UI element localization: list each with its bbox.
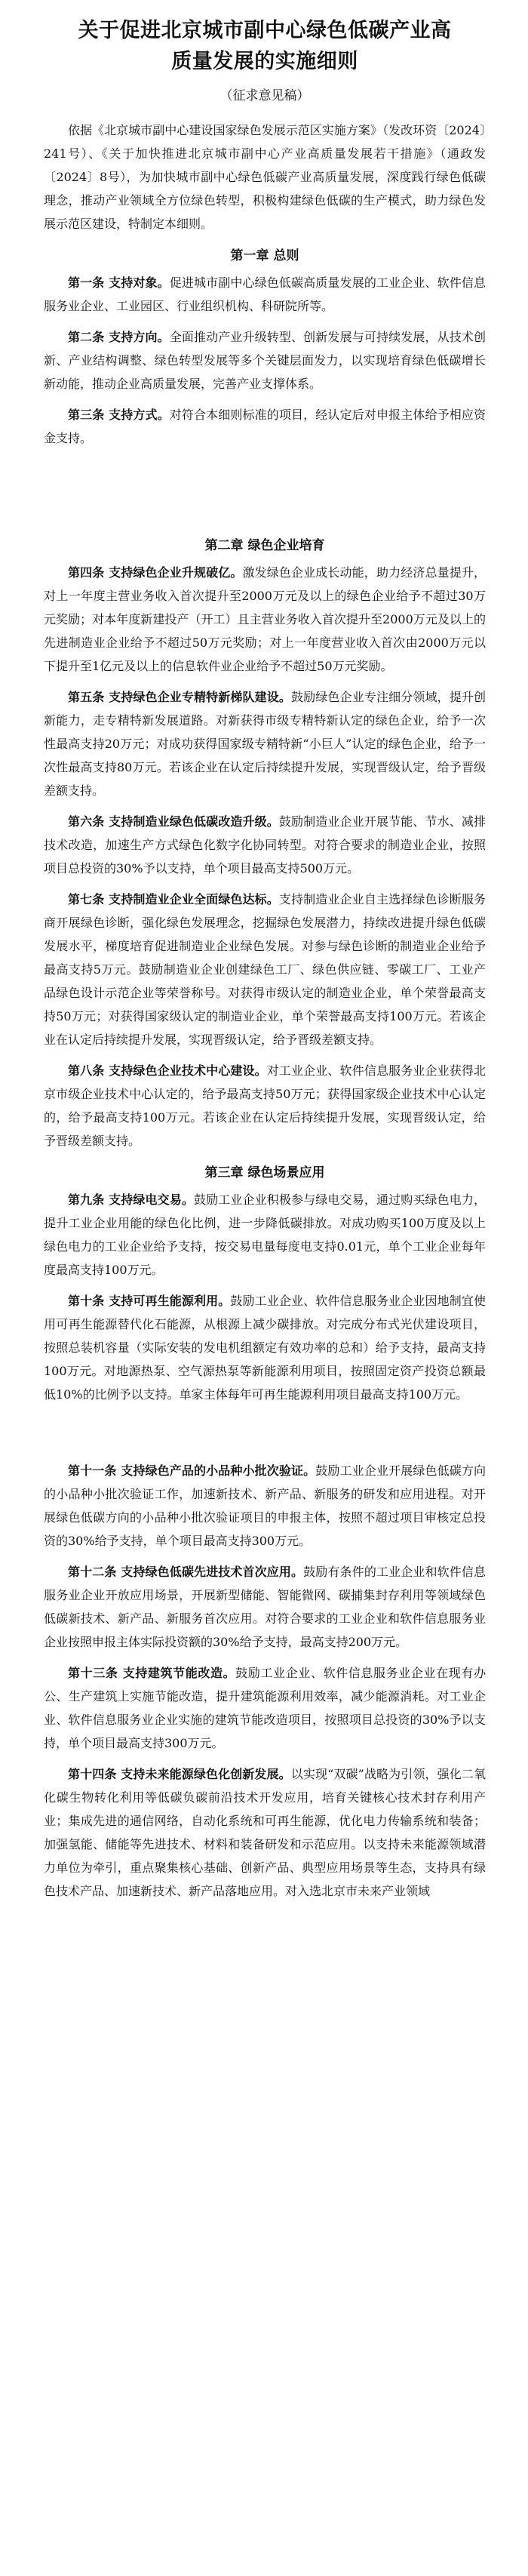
article-7-label: 第七条 支持制造业企业全面绿色达标。 xyxy=(68,892,279,906)
article-5-label: 第五条 支持绿色企业专精特新梯队建设。 xyxy=(68,690,292,704)
article-5 xyxy=(44,685,486,802)
article-13 xyxy=(44,1661,486,1755)
article-5-text: 鼓励绿色企业专注细分领域，提升创新能力，走专精特新发展道路。对新获得市级专精特新认定的绿色企业，给予一次性最高支持20万元；对成功获得国家级专精特新“小巨人”认定的绿色企业，给予一次性最高支持80万元。若该企业在认定后持续提升发展，实现晋级认定，给予晋级差额支持。 xyxy=(44,690,486,798)
article-8 xyxy=(44,1059,486,1153)
article-12-text: 鼓励有条件的工业企业和软件信息服务业企业开放应用场景，开展新型储能、智能微网、碳捕集封存利用等领域绿色低碳新技术、新产品、新服务首次应用。对符合要求的工业企业和软件信息服务业企业按照申报主体实际投资额的30%给予支持，最高支持200万元。 xyxy=(44,1565,486,1649)
article-7 xyxy=(44,888,486,1051)
article-4-text: 激发绿色企业成长动能，助力经济总量提升，对上一年度主营业务收入首次提升至2000万元及以上的绿色企业给予不超过30万元奖励；对本年度新建投产（开工）且主营业务收入首次提升至2000万元及以上的先进制造业企业给予不超过50万元奖励；对上一年度营业收入首次由2000万元以下提升至1亿元及以上的信息软件业企业给予不超过50万元奖励。 xyxy=(44,565,486,673)
article-6-text: 鼓励制造业企业开展节能、节水、减排技术改造，加速生产方式绿色化数字化协同转型。对符合要求的制造业企业，按照项目总投资的30%予以支持，单个项目最高支持500万元。 xyxy=(44,814,486,876)
article-10 xyxy=(44,1289,486,1406)
article-14-text: 以实现“双碳”战略为引领，强化二氧化碳生物转化利用等低碳负碳前沿技术开发应用，培育关键核心技术封存利用产业；集成先进的通信网络，自动化系统和可再生能源，优化电力传输系统和装备；加强氢能、储能等先进技术、材料和装备研发和示范应用。以支持未来能源领域潜力单位为牵引，重点聚集核心基础、创新产品、典型应用场景等生态，支持具有绿色技术产品、加速新技术、新产品落地应用。对入选北京市未来产业领域 xyxy=(44,1767,486,1898)
article-9-text: 鼓励工业企业积极参与绿电交易，通过购买绿色电力，提升工业企业用能的绿色化比例，进一步降低碳排放。对成功购买100万度及以上绿色电力的工业企业给予支持，按交易电量每度电支持0.01元，单个工业企业每年度最高支持100万元。 xyxy=(44,1193,486,1277)
document-body xyxy=(44,15,486,1910)
article-1-label: 第一条 支持对象。 xyxy=(68,275,170,290)
title-line-1: 关于促进北京城市副中心绿色低碳产业高 xyxy=(78,19,452,42)
article-6-label: 第六条 支持制造业绿色低碳改造升级。 xyxy=(68,814,279,829)
article-3-label: 第三条 支持方式。 xyxy=(68,408,170,422)
article-4-label: 第四条 支持绿色企业升规破亿。 xyxy=(68,565,243,580)
article-1-text: 促进城市副中心绿色低碳高质量发展的工业企业、软件信息服务业企业、工业园区、行业组织机构、科研院所等。 xyxy=(44,275,486,313)
article-14-label: 第十四条 支持未来能源绿色化创新发展。 xyxy=(68,1767,291,1781)
article-11-label: 第十一条 支持绿色产品的小品种小批次验证。 xyxy=(68,1463,316,1478)
article-7-text: 支持制造业企业自主选择绿色诊断服务商开展绿色诊断，强化绿色发展理念，挖掘绿色发展潜力，持续改进提升绿色低碳发展水平，梯度培育促进制造业企业绿色发展。对参与绿色诊断的制造业企业给予最高支持5万元。鼓励制造业企业创建绿色工厂、绿色供应链、零碳工厂、工业产品绿色设计示范企业等荣誉称号。对获得市级认定的制造业企业，单个荣誉最高支持50万元；对获得国家级认定的制造业企业，单个荣誉最高支持100万元。若该企业在认定后持续提升发展，实现晋级认定，给予晋级差额支持。 xyxy=(44,892,486,1047)
article-4 xyxy=(44,561,486,678)
article-3 xyxy=(44,403,486,450)
document-title xyxy=(44,15,486,77)
intro-paragraph: 依据《北京城市副中心建设国家绿色发展示范区实施方案》（发改环资〔2024〕241号）、《关于加快推进北京城市副中心产业高质量发展若干措施》（通政发〔2024〕8号），为加快城市副中心绿色低碳产业高质量发展，深度践行绿色低碳理念，推动产业领域全方位绿色转型，积极构建绿色低碳的生产模式，助力绿色发展示范区建设，特制定本细则。 xyxy=(44,123,486,231)
draft-subtitle: （征求意见稿） xyxy=(219,88,310,103)
title-line-2: 质量发展的实施细则 xyxy=(171,50,358,73)
article-10-text: 鼓励工业企业、软件信息服务业企业因地制宜使用可再生能源替代化石能源，从根源上减少碳排放。对完成分布式光伏建设项目，按照总装机容量（实际安装的发电机组额定有效功率的总和）给予支持，最高支持100万元。对地源热泵、空气源热泵等新能源利用项目，按照固定资产投资总额最低10%的比例予以支持。单家主体每年可再生能源利用项目最高支持100万元。 xyxy=(44,1294,486,1402)
article-14 xyxy=(44,1762,486,1903)
page-break-gap xyxy=(44,457,486,525)
article-2-text: 全面推动产业升级转型、创新发展与可持续发展，从技术创新、产业结构调整、绿色转型发展等多个关键层面发力，以实现培育绿色低碳增长新动能，推动企业高质量发展，完善产业支撑体系。 xyxy=(44,330,486,391)
article-11-text: 鼓励工业企业开展绿色低碳方向的小品种小批次验证工作，加速新技术、新产品、新服务的研发和应用进程。对开展绿色低碳方向的小品种小批次验证项目的申报主体，按照不超过项目审核定总投资的30%给予支持，单个项目最高支持300万元。 xyxy=(44,1463,486,1548)
article-2-label: 第二条 支持方向。 xyxy=(68,330,170,344)
article-2 xyxy=(44,325,486,395)
chapter-3-heading: 第三章 绿色场景应用 xyxy=(204,1165,325,1180)
page-break-gap xyxy=(44,1414,486,1459)
article-13-text: 鼓励工业企业、软件信息服务业企业在现有办公、生产建筑上实施节能改造，提升建筑能源利用效率，减少能源消耗。对工业企业、软件信息服务业企业实施的建筑节能改造项目，按照项目总投资的30%予以支持，单个项目最高支持300万元。 xyxy=(44,1666,486,1750)
article-9-label: 第九条 支持绿电交易。 xyxy=(68,1193,194,1207)
article-12 xyxy=(44,1560,486,1654)
article-9 xyxy=(44,1188,486,1282)
article-12-label: 第十二条 支持绿色低碳先进技术首次应用。 xyxy=(68,1565,304,1579)
article-13-label: 第十三条 支持建筑节能改造。 xyxy=(68,1666,236,1680)
article-8-label: 第八条 支持绿色企业技术中心建设。 xyxy=(68,1063,267,1078)
article-8-text: 对工业企业、软件信息服务业企业获得北京市级企业技术中心认定的，给予最高支持50万元；获得国家级企业技术中心认定的，给予最高支持100万元。若该企业在认定后持续提升发展，实现晋级认定，给予晋级差额支持。 xyxy=(44,1063,486,1148)
chapter-2-heading: 第二章 绿色企业培育 xyxy=(204,538,325,553)
article-6 xyxy=(44,810,486,880)
article-1 xyxy=(44,271,486,318)
chapter-1-heading: 第一章 总则 xyxy=(230,248,299,263)
article-10-label: 第十条 支持可再生能源利用。 xyxy=(68,1294,231,1308)
article-11 xyxy=(44,1459,486,1553)
article-3-text: 对符合本细则标准的项目，经认定后对申报主体给予相应资金支持。 xyxy=(44,408,486,445)
